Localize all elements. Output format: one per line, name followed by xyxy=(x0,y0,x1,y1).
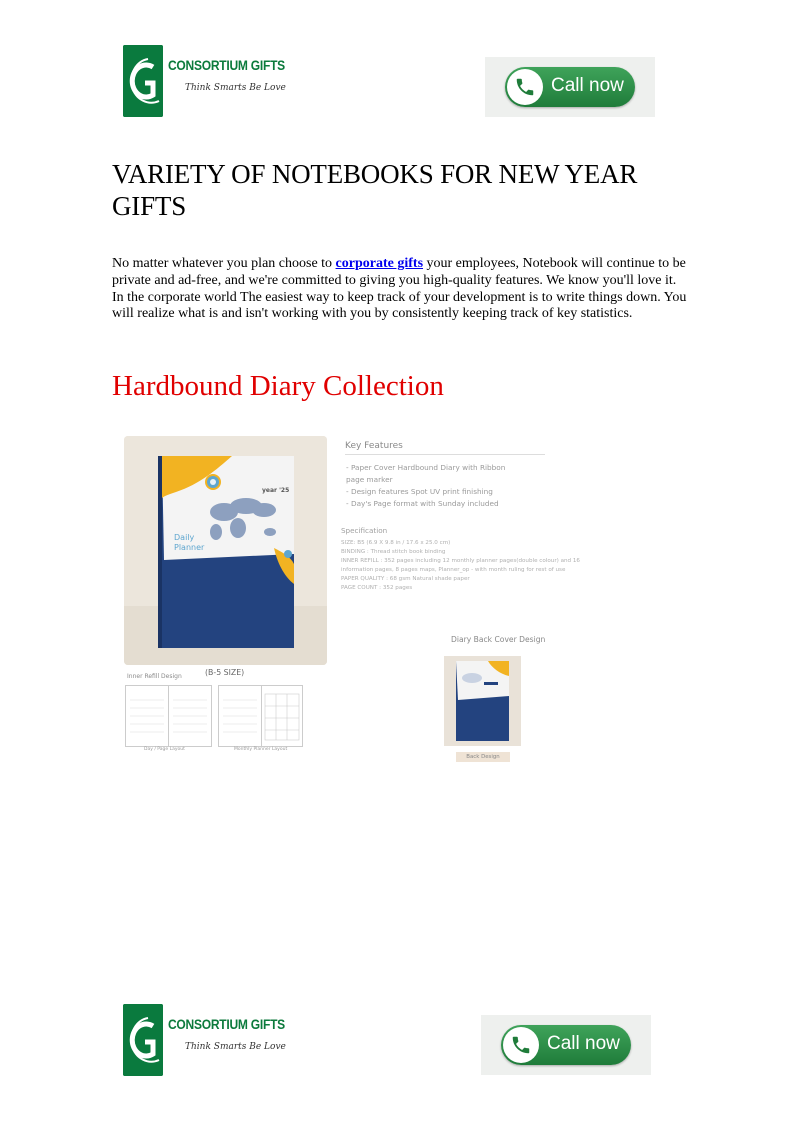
divider xyxy=(345,454,545,455)
cover-title-line2: Planner xyxy=(174,543,205,552)
refill-page-2 xyxy=(168,685,212,747)
size-label: (B-5 SIZE) xyxy=(205,668,245,677)
spec-line-3: INNER REFILL : 352 pages including 12 monthly planner pages(double colour) and 16 xyxy=(341,558,580,564)
header-call-box xyxy=(485,57,655,117)
call-now-label: Call now xyxy=(551,75,624,96)
logo-g-icon xyxy=(123,1004,163,1076)
cover-title-line1: Daily xyxy=(174,533,195,542)
refill-caption-2: Monthly Planner Layout xyxy=(234,747,288,752)
paragraph2: In the corporate world The easiest way to keep track of your development is to write things down. You will realize what is and isn't working with you by consistently keeping track of key statistics. xyxy=(112,289,687,322)
refill-page-3 xyxy=(218,685,262,747)
header-logo[interactable] xyxy=(123,45,286,117)
page-title: VARIETY OF NOTEBOOKS FOR NEW YEAR GIFTS xyxy=(112,159,638,221)
paragraph1-end: your employees, Notebook will continue to be private and ad-free, and we're committed to giving you high-quality features. We know you'll love it. xyxy=(112,256,686,288)
phone-icon xyxy=(503,1027,539,1063)
phone-icon xyxy=(507,69,543,105)
footer-call-box xyxy=(481,1015,651,1075)
corporate-gifts-link[interactable]: corporate gifts xyxy=(335,256,424,271)
key-feature-1: - Paper Cover Hardbound Diary with Ribbon xyxy=(346,463,506,472)
call-now-button[interactable] xyxy=(501,1025,631,1065)
call-now-button[interactable] xyxy=(505,67,635,107)
refill-page-4 xyxy=(261,685,303,747)
footer-logo[interactable] xyxy=(123,1004,286,1076)
logo-g-icon xyxy=(123,45,163,117)
refill-caption-1: Day / Page Layout xyxy=(144,747,185,752)
inner-refill-title: Inner Refill Design xyxy=(127,673,182,680)
spec-line-1: SIZE: B5 (6.9 X 9.8 in / 17.6 x 25.0 cm) xyxy=(341,540,451,546)
logo-tagline: Think Smarts Be Love xyxy=(185,83,286,93)
spec-line-4: information pages, 8 pages maps, Planner_op - with month ruling for rest of use xyxy=(341,567,566,573)
logo-tagline: Think Smarts Be Love xyxy=(185,1042,286,1052)
logo-name: CONSORTIUM GIFTS xyxy=(168,57,285,73)
diary-cover-photo xyxy=(124,436,327,665)
key-feature-4: - Day's Page format with Sunday included xyxy=(346,499,499,508)
refill-page-1 xyxy=(125,685,169,747)
back-cover-title: Diary Back Cover Design xyxy=(451,635,546,644)
spec-line-5: PAPER QUALITY : 68 gsm Natural shade paper xyxy=(341,576,470,582)
key-feature-2: page marker xyxy=(346,475,393,484)
back-design-label: Back Design xyxy=(456,752,510,762)
intro-paragraph xyxy=(112,256,692,323)
product-image xyxy=(124,436,580,766)
section-heading: Hardbound Diary Collection xyxy=(112,370,444,402)
spec-line-6: PAGE COUNT : 352 pages xyxy=(341,585,413,591)
back-cover-thumbnail xyxy=(444,656,521,746)
logo-name: CONSORTIUM GIFTS xyxy=(168,1016,285,1032)
spec-line-2: BINDING : Thread stitch book binding xyxy=(341,549,446,555)
call-now-label: Call now xyxy=(547,1033,620,1054)
specification-title: Specification xyxy=(341,526,388,535)
paragraph1-start: No matter whatever you plan choose to xyxy=(112,256,336,271)
cover-year: year '25 xyxy=(262,487,290,494)
key-features-title: Key Features xyxy=(345,441,403,451)
key-feature-3: - Design features Spot UV print finishing xyxy=(346,487,493,496)
